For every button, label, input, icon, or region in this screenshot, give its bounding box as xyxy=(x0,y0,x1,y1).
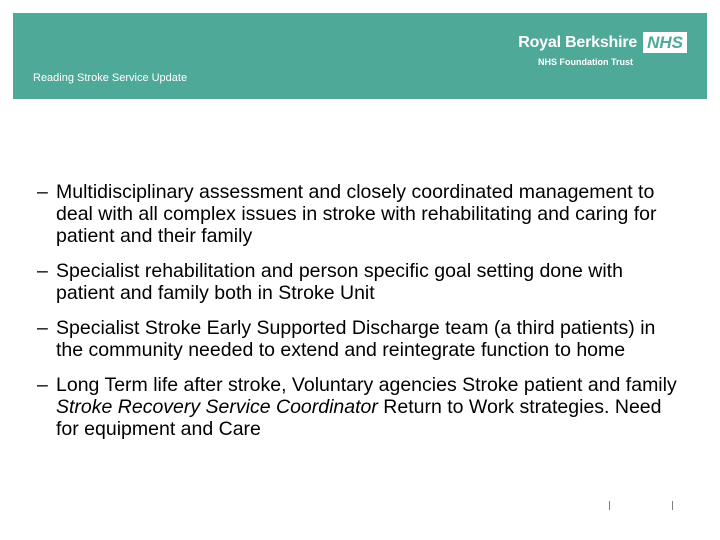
bullet-text: Multidisciplinary assessment and closely coordinated management to deal with all complex issues in stroke with rehabilitating and caring for patient and their family xyxy=(56,181,657,247)
bullet-text-italic: Stroke Recovery Service Coordinator xyxy=(56,396,378,418)
bullet-item xyxy=(36,260,686,304)
bullet-item xyxy=(36,317,686,361)
bullet-dash: – xyxy=(37,181,48,203)
slide-subtitle: Reading Stroke Service Update xyxy=(33,72,188,84)
bullet-item xyxy=(36,181,686,247)
bullet-item xyxy=(36,374,686,440)
bullet-list xyxy=(36,181,686,453)
bullet-text: Long Term life after stroke, Voluntary agencies Stroke patient and family xyxy=(56,374,677,396)
bullet-text: Specialist rehabilitation and person specific goal setting done with patient and family both in Stroke Unit xyxy=(56,260,623,304)
footer-divider xyxy=(609,501,610,510)
logo-row xyxy=(518,32,687,53)
bullet-dash: – xyxy=(37,374,48,396)
logo-trust-name: Royal Berkshire xyxy=(518,33,638,51)
logo-trust-subtitle: NHS Foundation Trust xyxy=(538,57,633,67)
header-band xyxy=(13,13,707,99)
nhs-trust-logo xyxy=(518,32,687,67)
nhs-badge: NHS xyxy=(643,32,687,53)
bullet-text: Specialist Stroke Early Supported Discharge team (a third patients) in the community needed to extend and reintegrate function to home xyxy=(56,317,656,361)
bullet-dash: – xyxy=(37,317,48,339)
footer-divider xyxy=(672,501,673,510)
bullet-dash: – xyxy=(37,260,48,282)
bullet-text: Return to Work strategies. Need for equipment and Care xyxy=(56,396,662,440)
